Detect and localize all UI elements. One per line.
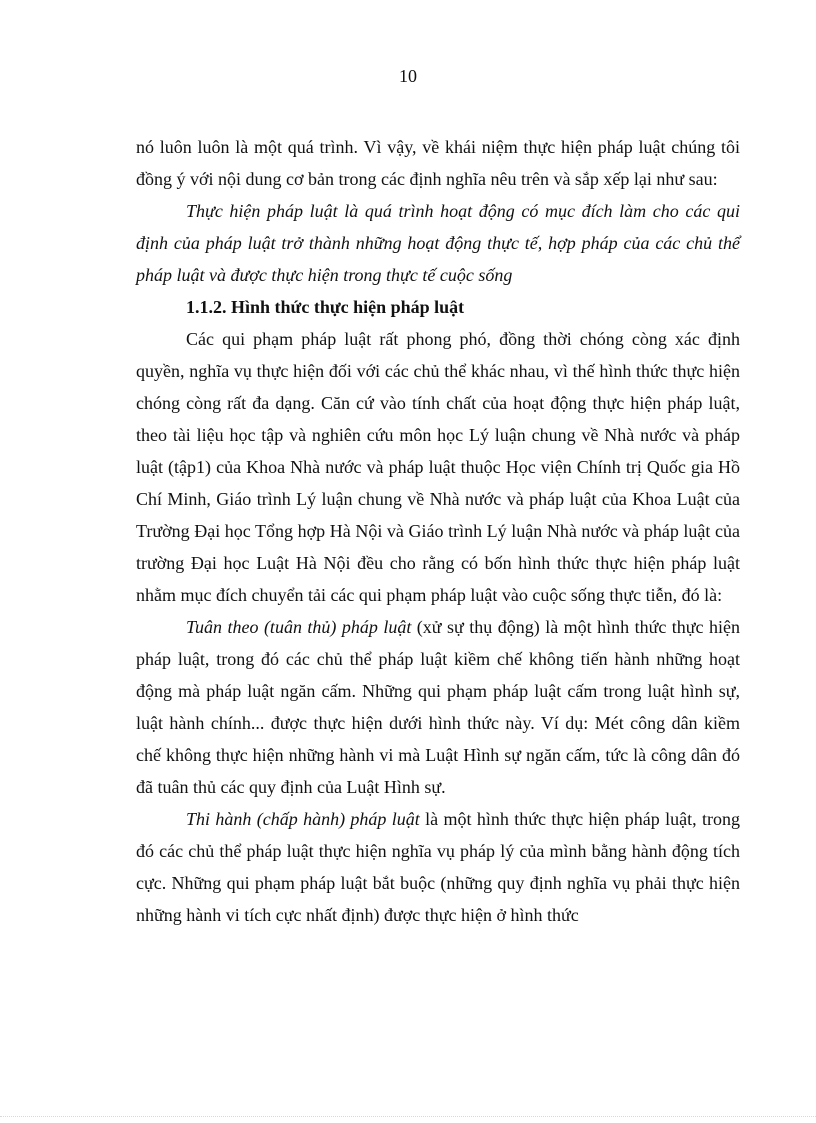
section-heading: 1.1.2. Hình thức thực hiện pháp luật [186,297,465,317]
page-number: 10 [399,66,417,86]
paragraph-body: là một hình thức thực hiện pháp luật, trong đó các chủ thể pháp luật thực hiện nghĩa vụ pháp lý của mình bằng hành động tích cực. Những qui phạm pháp luật bắt buộc (những quy định nghĩa vụ phải thực hiện những hành vi tích cực nhất định) được thực hiện ở hình thức [136,809,740,925]
paragraph-definition: Thực hiện pháp luật là quá trình hoạt động có mục đích làm cho các qui định của pháp luật trở thành những hoạt động thực tế, hợp pháp của các chủ thể pháp luật và được thực hiện trong thực tế cuộc sống [136,201,740,285]
paragraph-body: (xử sự thụ động) là một hình thức thực hiện pháp luật, trong đó các chủ thể pháp luật kiềm chế không tiến hành những hoạt động mà pháp luật ngăn cấm. Những qui phạm pháp luật cấm trong luật hình sự, luật hành chính... được thực hiện dưới hình thức này. Ví dụ: Mét công dân kiềm chế không thực hiện những hành vi mà Luật Hình sự ngăn cấm, tức là công dân đó đã tuân thủ các quy định của Luật Hình sự. [136,617,741,797]
paragraph-continuation: nó luôn luôn là một quá trình. Vì vậy, về khái niệm thực hiện pháp luật chúng tôi đồng ý với nội dung cơ bản trong các định nghĩa nêu trên và sắp xếp lại như sau: [136,137,740,189]
body-text [136,131,740,931]
paragraph-thi-hanh [136,803,740,931]
paragraph-lead-term: Thi hành (chấp hành) pháp luật [186,809,420,829]
paragraph-tuan-theo [136,611,740,803]
paragraph-lead-term: Tuân theo (tuân thủ) pháp luật [186,617,412,637]
page-bottom-border [0,1116,816,1117]
paragraph-forms-intro: Các qui phạm pháp luật rất phong phó, đồng thời chóng còng xác định quyền, nghĩa vụ thực hiện đối với các chủ thể khác nhau, vì thế hình thức thực hiện chóng còng rất đa dạng. Căn cứ vào tính chất của hoạt động thực hiện pháp luật, theo tài liệu học tập và nghiên cứu môn học Lý luận chung về Nhà nước và pháp luật (tập1) của Khoa Nhà nước và pháp luật thuộc Học viện Chính trị Quốc gia Hồ Chí Minh, Giáo trình Lý luận chung về Nhà nước và pháp luật của Khoa Luật của Trường Đại học Tổng hợp Hà Nội và Giáo trình Lý luận Nhà nước và pháp luật của trường Đại học Luật Hà Nội đều cho rằng có bốn hình thức thực hiện pháp luật nhằm mục đích chuyển tải các qui phạm pháp luật vào cuộc sống thực tiễn, đó là: [136,329,740,605]
